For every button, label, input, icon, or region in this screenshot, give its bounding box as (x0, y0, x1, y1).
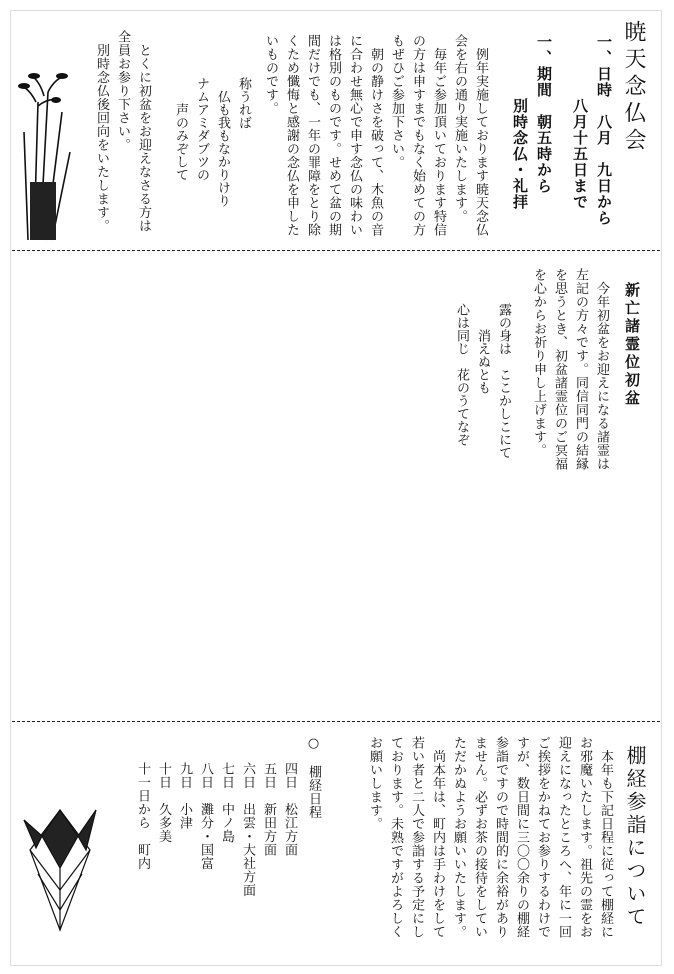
schedule-entry: 十日 久多美 (156, 762, 171, 843)
schedule-item-date: 一、日時 八月 九日から 八月十五日まで (571, 34, 613, 226)
gyoten-closing-text: とくに初盆をお迎えなさる方は 全員お参り下さい。 別時念仏後回向をいたします。 (94, 30, 151, 233)
schedule-entry: 四日 松江方面 (282, 762, 297, 857)
tanagyo-title: 棚経参詣について (623, 745, 647, 929)
hatsubon-poem: 露の身は ここかしこにて 消えぬとも 心は同じ 花のうてなぞ (454, 303, 511, 459)
page-frame (10, 10, 662, 966)
gyoten-nenbutsu-title: 暁天念仏会 (621, 20, 646, 155)
gyoten-poem: 称うれば 仏も我もなかりけり ナムアミダブツの 声のみぞして (173, 77, 251, 207)
tanagyo-body-text: 本年も下記日程に従って棚経に お邪魔いたします。祖先の霊をお 迎えになったところへ、年に一回 ご挨拶をかねてお参りするわけで すが、数日間に三〇〇余りの棚経 参詣ですので時間的に余裕があり ません。必ずお茶の接待をしてい ただかぬようお願いいたします。 尚本年は、町内は手わけをして 若い者と二人で参詣する予定にし ております。未熟ですがよろしく お願いします。 (367, 736, 613, 939)
schedule-entry: 九日 小津 (177, 762, 192, 830)
tanagyo-schedule-title: ○ 棚経日程 (306, 736, 321, 819)
schedule-entry: 八日 灘分・国富 (198, 762, 213, 870)
hatsubon-title: 新亡諸霊位初盆 (623, 282, 641, 408)
hatsubon-body-text: 今年初盆をお迎えになる諸霊は 左記の方々です。同信同門の結縁 を思うとき、初盆諸霊位のご冥福 を心からお祈り申し上げます。 (531, 268, 609, 471)
schedule-item-period: 一、期間 朝五時から 別時念仏・礼拝 (511, 34, 553, 210)
gyoten-body-text: 例年実施しております暁天念仏 会を右の通り実施いたします。 毎年ご参加頂いております特信 の方は申すまでもなく始めての方 もぜひご参加下さい。 朝の静けさを破って、木魚の音 に合わせ無心で申す念仏の味わい は格別のものです。せめて盆の期 間だけでも、一年の罪障をとり除 くため懺悔と感謝の念仏を申した いものです。 (263, 34, 488, 237)
schedule-entry: 六日 出雲・大社方面 (240, 762, 255, 897)
schedule-entry: 十一日から 町内 (135, 762, 150, 870)
schedule-entry: 五日 新田方面 (261, 762, 276, 857)
schedule-entry: 七日 中ノ島 (219, 762, 234, 843)
